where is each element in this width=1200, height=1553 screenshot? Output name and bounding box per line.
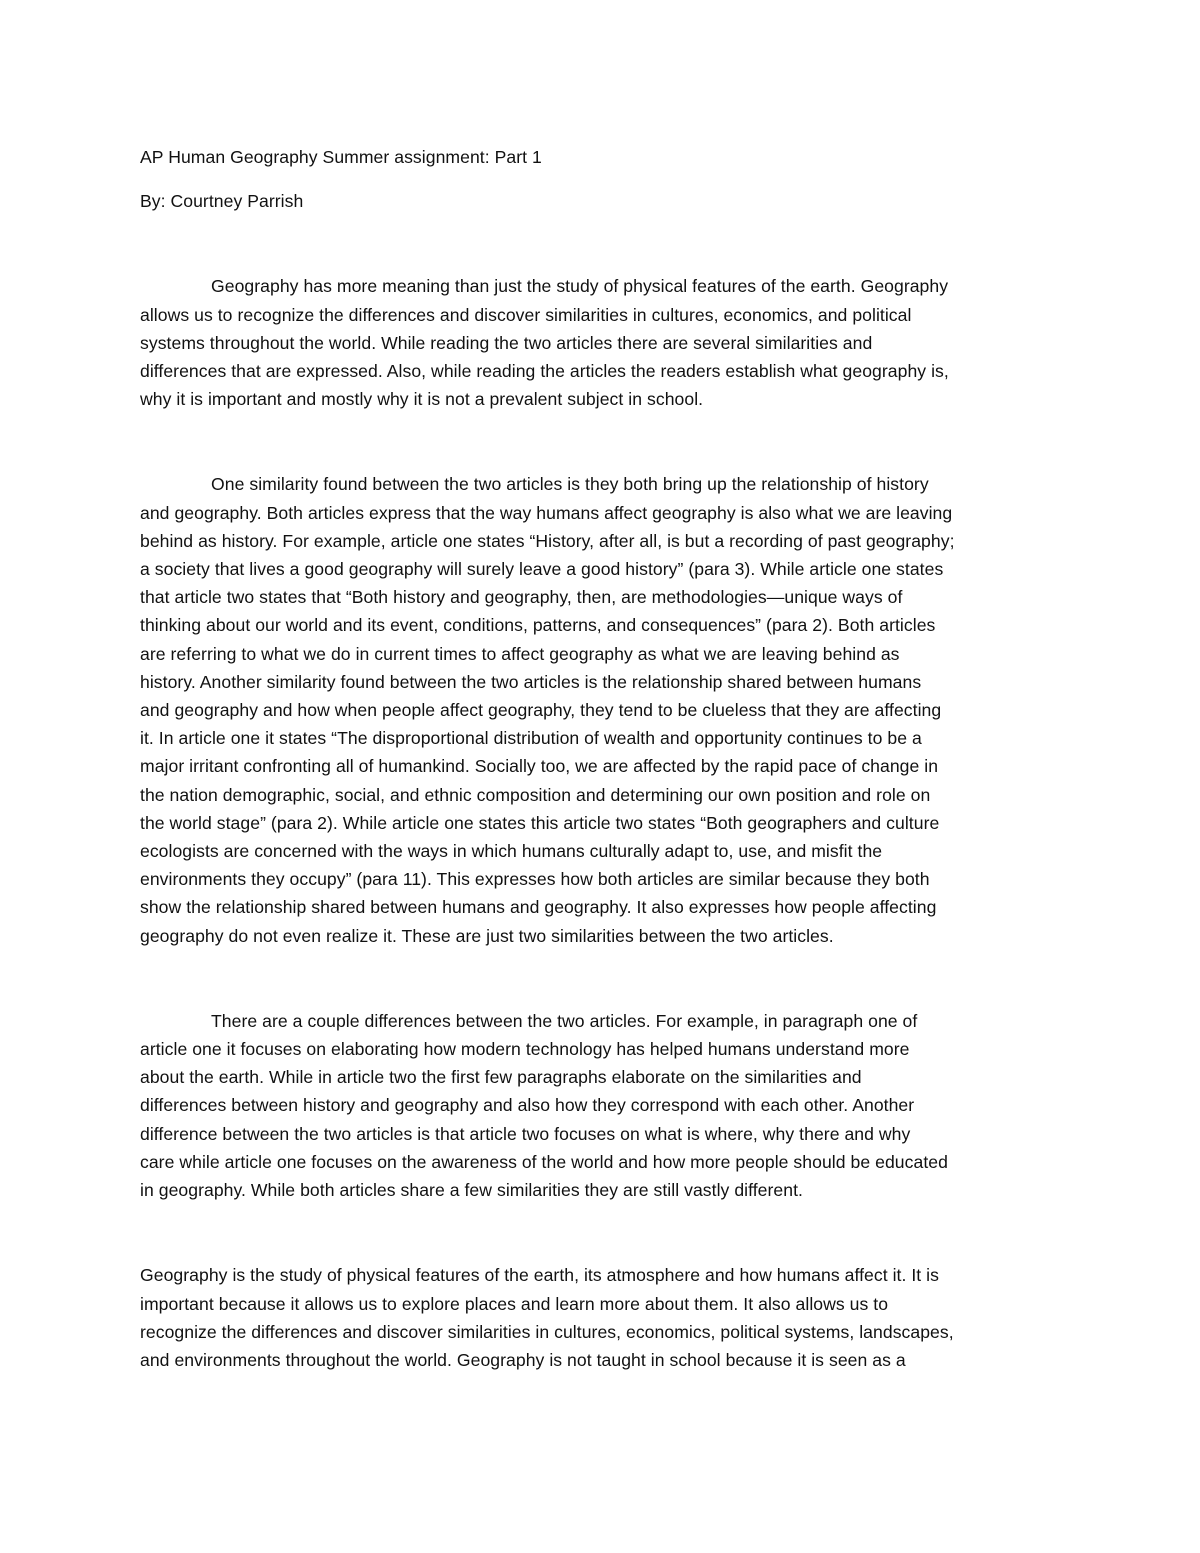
paragraph-line: the nation demographic, social, and ethnic composition and determining our own position and role on — [140, 784, 931, 805]
paragraph-line: article one it focuses on elaborating how modern technology has helped humans understand more — [140, 1039, 910, 1060]
paragraph-line: recognize the differences and discover similarities in cultures, economics, political systems, landscapes, — [140, 1321, 954, 1342]
author-byline: By: Courtney Parrish — [140, 191, 304, 212]
paragraph-intro — [140, 272, 1060, 413]
paragraph-line: geography do not even realize it. These are just two similarities between the two articles. — [140, 925, 834, 946]
paragraph-line: and geography. Both articles express that the way humans affect geography is also what we are leaving — [140, 502, 953, 523]
paragraph-line: There are a couple differences between the two articles. For example, in paragraph one of — [211, 1010, 918, 1031]
paragraph-line: differences between history and geography and also how they correspond with each other. Another — [140, 1095, 915, 1116]
paragraph-line: major irritant confronting all of humankind. Socially too, we are affected by the rapid pace of change in — [140, 756, 939, 777]
paragraph-line: Geography has more meaning than just the study of physical features of the earth. Geography — [211, 276, 949, 297]
paragraph-line: ecologists are concerned with the ways in which humans culturally adapt to, use, and misfit the — [140, 841, 883, 862]
paragraph-line: show the relationship shared between humans and geography. It also expresses how people affecting — [140, 897, 937, 918]
paragraph-line: care while article one focuses on the awareness of the world and how more people should be educated — [140, 1151, 948, 1172]
paragraph-line: why it is important and mostly why it is not a prevalent subject in school. — [140, 389, 704, 410]
paragraph-line: a society that lives a good geography will surely leave a good history” (para 3). While article one states — [140, 559, 944, 580]
paragraph-line: thinking about our world and its event, conditions, patterns, and consequences” (para 2). Both articles — [140, 615, 936, 636]
document-title: AP Human Geography Summer assignment: Part 1 — [140, 147, 542, 167]
paragraph-line: allows us to recognize the differences and discover similarities in cultures, economics, and political — [140, 304, 912, 325]
paragraph-differences — [140, 1007, 1060, 1204]
paragraph-line: the world stage” (para 2). While article one states this article two states “Both geographers and culture — [140, 812, 940, 833]
document-body — [140, 143, 1060, 1374]
paragraph-line: and environments throughout the world. Geography is not taught in school because it is seen as a — [140, 1349, 906, 1370]
paragraph-line: differences that are expressed. Also, while reading the articles the readers establish what geography is, — [140, 361, 949, 382]
paragraph-line: important because it allows us to explore places and learn more about them. It also allows us to — [140, 1293, 889, 1314]
paragraph-line: history. Another similarity found between the two articles is the relationship shared between humans — [140, 671, 922, 692]
paragraph-line: behind as history. For example, article one states “History, after all, is but a recording of past geography; — [140, 530, 955, 551]
paragraph-line: One similarity found between the two articles is they both bring up the relationship of history — [211, 474, 929, 495]
paragraph-line: Geography is the study of physical features of the earth, its atmosphere and how humans affect it. It is — [140, 1265, 939, 1286]
paragraph-line: difference between the two articles is that article two focuses on what is where, why there and why — [140, 1123, 911, 1144]
paragraph-line: that article two states that “Both history and geography, then, are methodologies—unique ways of — [140, 587, 903, 608]
paragraph-line: systems throughout the world. While reading the two articles there are several similarities and — [140, 332, 873, 353]
paragraph-line: about the earth. While in article two the first few paragraphs elaborate on the similarities and — [140, 1067, 862, 1088]
paragraph-line: are referring to what we do in current times to affect geography as what we are leaving behind as — [140, 643, 900, 664]
paragraph-line: it. In article one it states “The disproportional distribution of wealth and opportunity continues to be a — [140, 728, 922, 749]
paragraph-definition — [140, 1261, 1060, 1374]
paragraph-line: in geography. While both articles share a few similarities they are still vastly different. — [140, 1180, 803, 1201]
paragraph-line: and geography and how when people affect geography, they tend to be clueless that they are affecting — [140, 700, 942, 721]
paragraph-line: environments they occupy” (para 11). This expresses how both articles are similar because they both — [140, 869, 930, 890]
paragraph-similarities — [140, 470, 1060, 949]
